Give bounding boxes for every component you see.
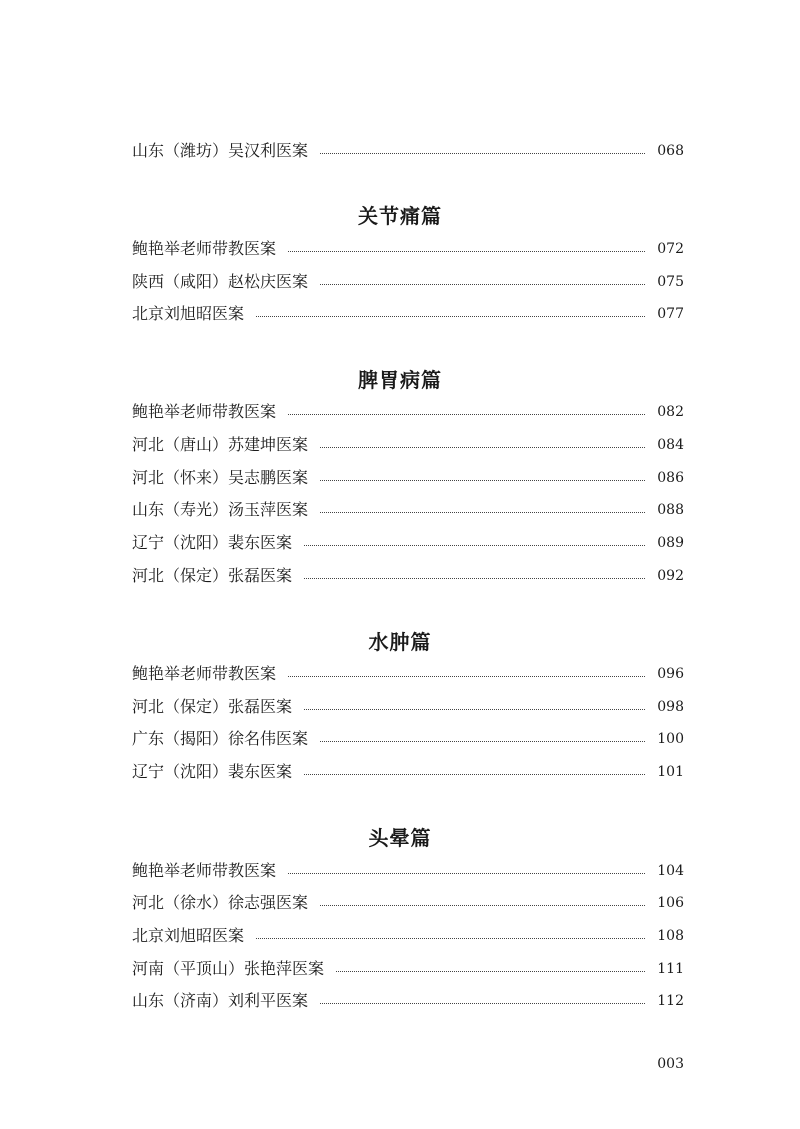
toc-entry[interactable]	[132, 760, 684, 784]
dot-leader	[304, 545, 645, 546]
toc-entry[interactable]	[132, 924, 684, 948]
dot-leader	[288, 414, 645, 415]
page-number: 003	[657, 1056, 684, 1072]
entry-page-number: 086	[657, 470, 684, 486]
toc-entry[interactable]	[132, 695, 684, 719]
entry-page-number: 106	[657, 895, 684, 911]
dot-leader	[288, 873, 645, 874]
dot-leader	[320, 905, 645, 906]
section-title: 水肿篇	[368, 630, 432, 654]
entry-label: 北京刘旭昭医案	[132, 304, 245, 323]
toc-entry[interactable]	[132, 564, 684, 588]
entry-page-number: 082	[657, 404, 684, 420]
entry-page-number: 096	[657, 666, 684, 682]
toc-entry[interactable]	[132, 302, 684, 326]
entry-page-number: 075	[657, 274, 684, 290]
entry-page-number: 100	[657, 731, 684, 747]
entry-label: 河南（平顶山）张艳萍医案	[132, 959, 325, 978]
section-title: 头晕篇	[368, 826, 432, 850]
toc-entry[interactable]	[132, 989, 684, 1013]
entry-page-number: 077	[657, 306, 684, 322]
entry-label: 陕西（咸阳）赵松庆医案	[132, 272, 309, 291]
entry-label: 辽宁（沈阳）裴东医案	[132, 762, 293, 781]
dot-leader	[320, 512, 645, 513]
dot-leader	[320, 284, 645, 285]
toc-entry[interactable]	[132, 237, 684, 261]
entry-label: 河北（唐山）苏建坤医案	[132, 435, 309, 454]
entry-page-number: 088	[657, 502, 684, 518]
dot-leader	[304, 774, 645, 775]
entry-page-number: 068	[657, 143, 684, 159]
entry-label: 河北（保定）张磊医案	[132, 566, 293, 585]
toc-entry[interactable]	[132, 400, 684, 424]
entry-label: 河北（怀来）吴志鹏医案	[132, 468, 309, 487]
entry-page-number: 108	[657, 928, 684, 944]
dot-leader	[304, 578, 645, 579]
entry-page-number: 092	[657, 568, 684, 584]
dot-leader	[336, 971, 645, 972]
toc-entry[interactable]	[132, 957, 684, 981]
toc-entry[interactable]	[132, 433, 684, 457]
dot-leader	[288, 676, 645, 677]
toc-entry[interactable]	[132, 139, 684, 163]
toc-entry[interactable]	[132, 859, 684, 883]
toc-entry[interactable]	[132, 531, 684, 555]
entry-label: 山东（寿光）汤玉萍医案	[132, 500, 309, 519]
toc-entry[interactable]	[132, 891, 684, 915]
entry-label: 山东（济南）刘利平医案	[132, 991, 309, 1010]
entry-label: 鲍艳举老师带教医案	[132, 861, 277, 880]
entry-label: 鲍艳举老师带教医案	[132, 239, 277, 258]
dot-leader	[288, 251, 645, 252]
entry-page-number: 098	[657, 699, 684, 715]
dot-leader	[320, 447, 645, 448]
toc-entry[interactable]	[132, 270, 684, 294]
toc-entry[interactable]	[132, 498, 684, 522]
entry-page-number: 101	[657, 764, 684, 780]
toc-entry[interactable]	[132, 662, 684, 686]
entry-page-number: 111	[657, 961, 684, 977]
entry-page-number: 072	[657, 241, 684, 257]
dot-leader	[256, 938, 645, 939]
section-title: 脾胃病篇	[358, 368, 442, 392]
entry-label: 广东（揭阳）徐名伟医案	[132, 729, 309, 748]
toc-entry[interactable]	[132, 727, 684, 751]
entry-page-number: 084	[657, 437, 684, 453]
entry-page-number: 112	[657, 993, 684, 1009]
entry-label: 鲍艳举老师带教医案	[132, 402, 277, 421]
dot-leader	[320, 1003, 645, 1004]
section-title: 关节痛篇	[358, 204, 442, 228]
entry-page-number: 104	[657, 863, 684, 879]
entry-label: 北京刘旭昭医案	[132, 926, 245, 945]
dot-leader	[304, 709, 645, 710]
entry-label: 鲍艳举老师带教医案	[132, 664, 277, 683]
dot-leader	[320, 153, 645, 154]
dot-leader	[320, 480, 645, 481]
dot-leader	[256, 316, 645, 317]
entry-label: 河北（保定）张磊医案	[132, 697, 293, 716]
toc-entry[interactable]	[132, 466, 684, 490]
entry-label: 河北（徐水）徐志强医案	[132, 893, 309, 912]
entry-label: 辽宁（沈阳）裴东医案	[132, 533, 293, 552]
entry-label: 山东（潍坊）吴汉利医案	[132, 141, 309, 160]
dot-leader	[320, 741, 645, 742]
entry-page-number: 089	[657, 535, 684, 551]
